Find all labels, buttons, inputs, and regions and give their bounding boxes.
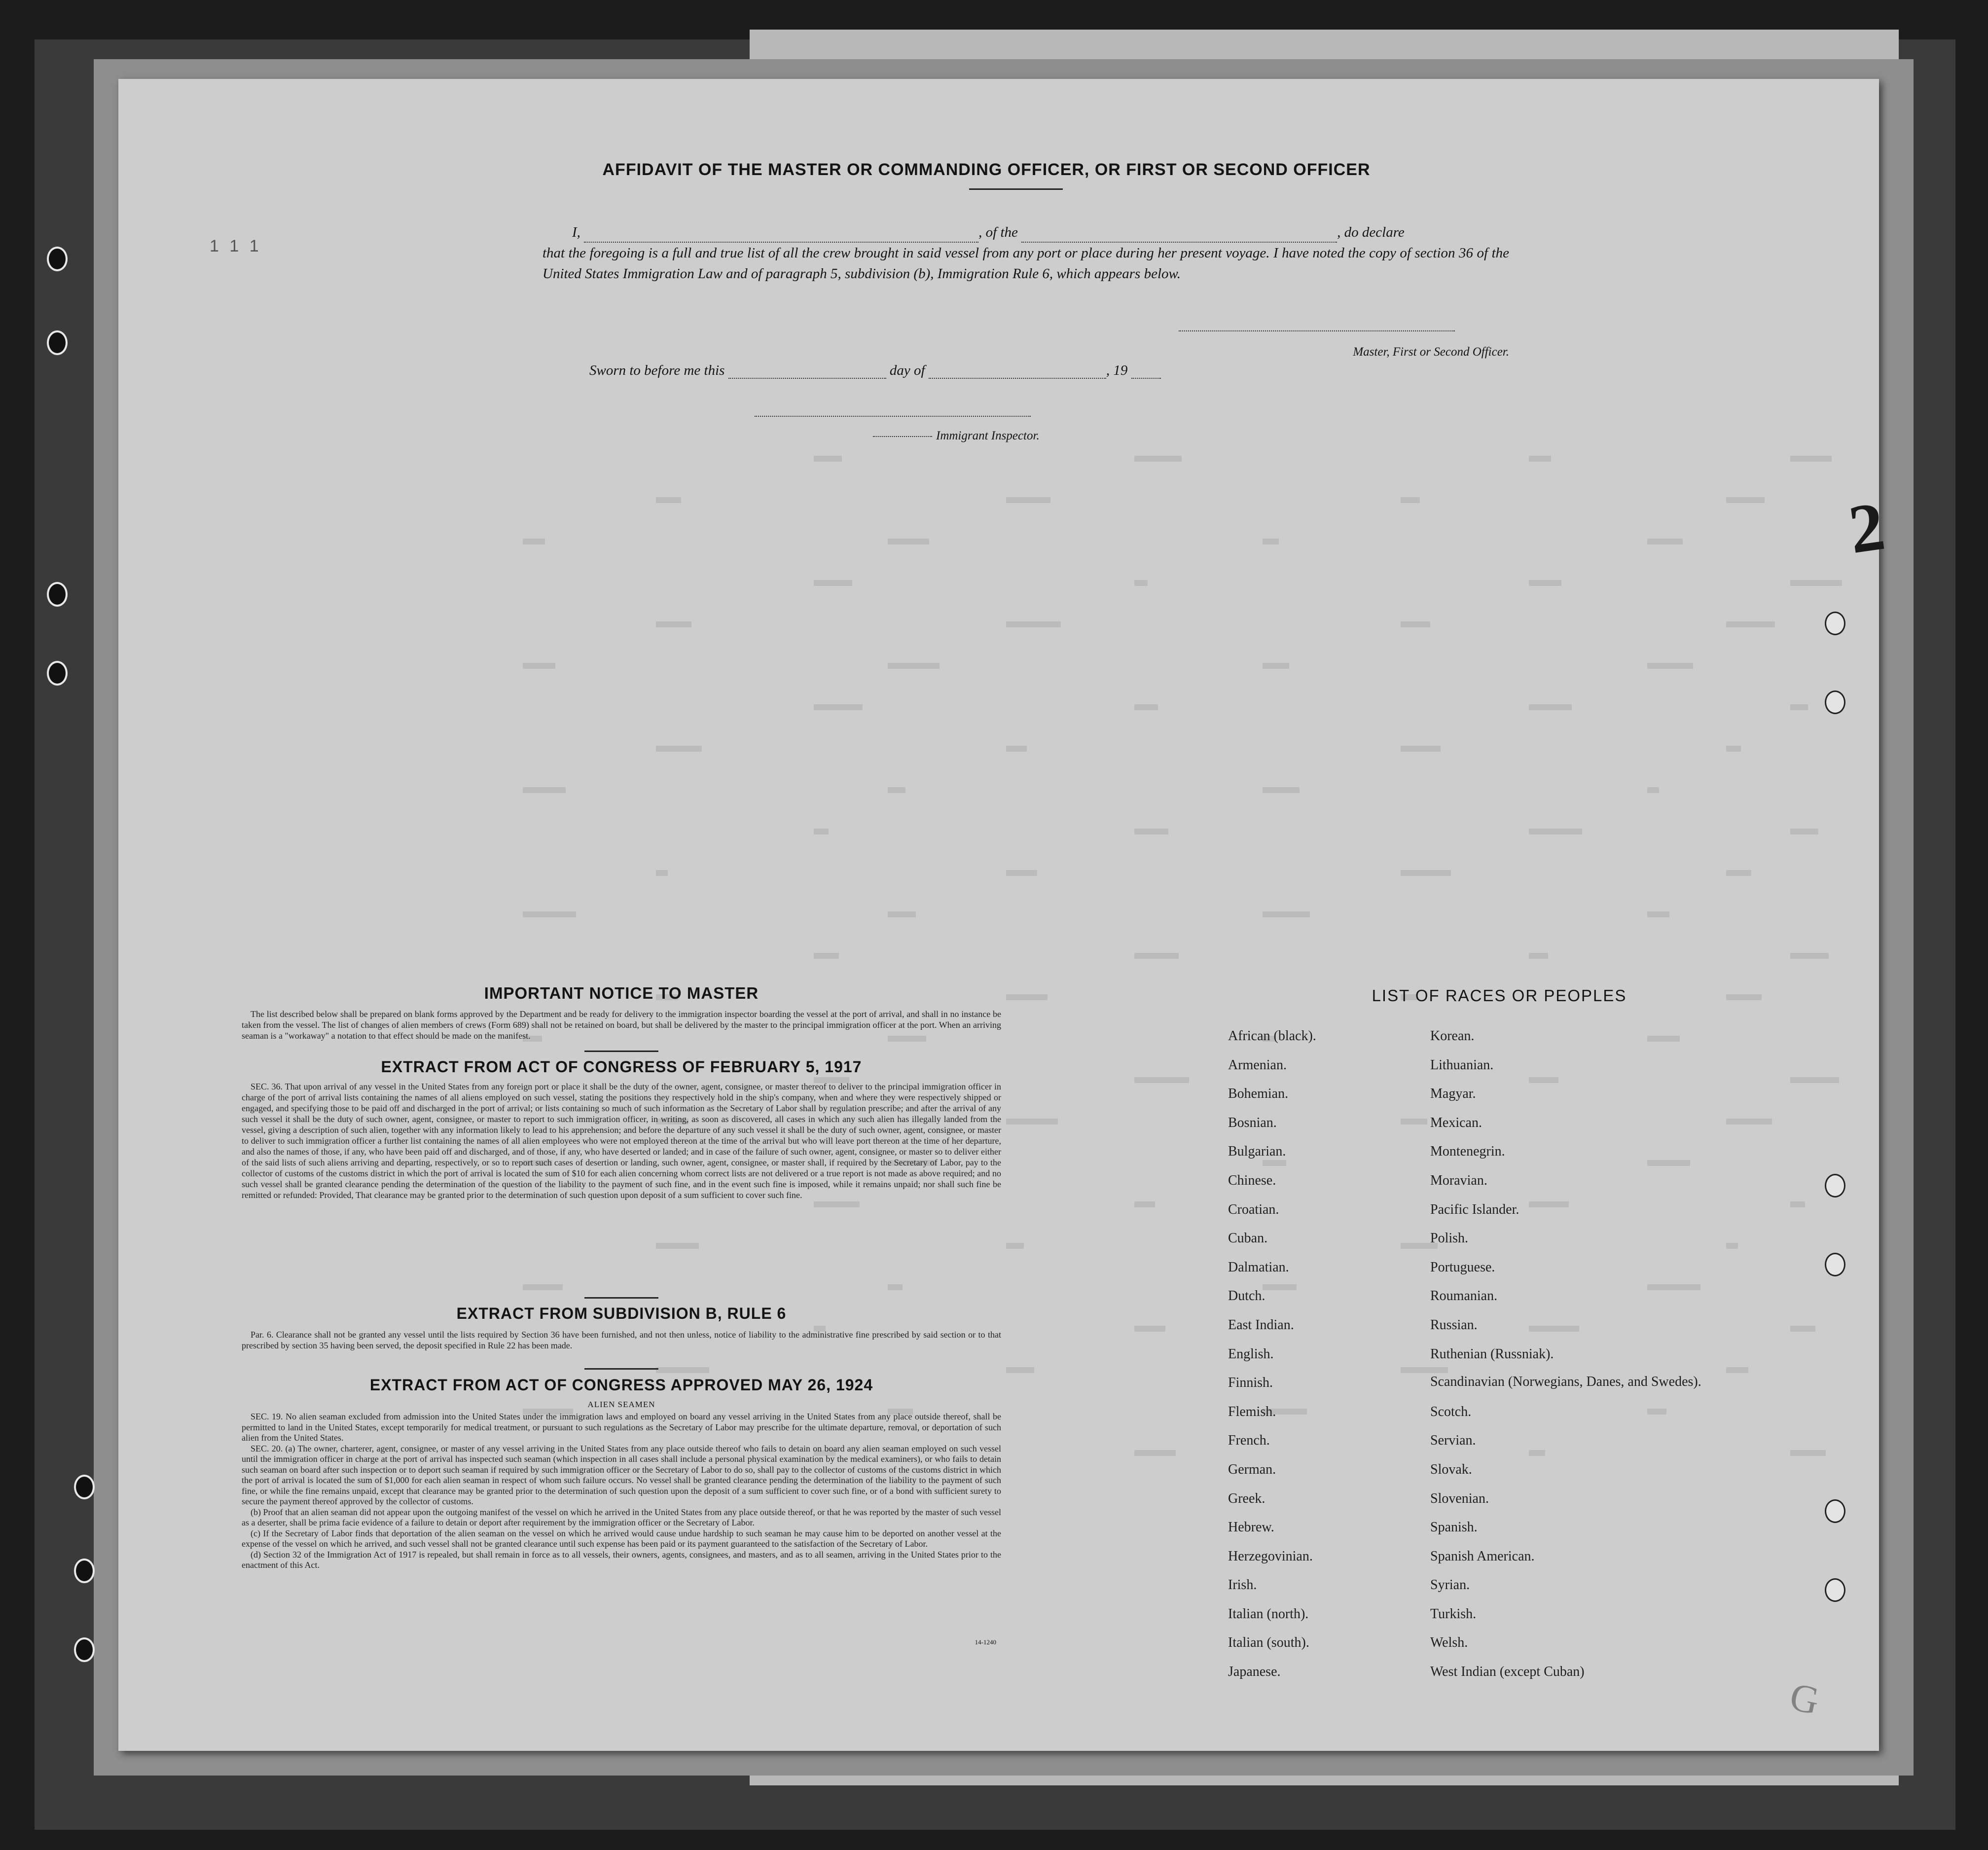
bleed-mark xyxy=(1529,704,1572,710)
bleed-mark xyxy=(1529,953,1548,959)
bleed-mark xyxy=(1790,829,1818,834)
vessel-name-blank[interactable] xyxy=(1021,229,1337,243)
extract-rule6-title: EXTRACT FROM SUBDIVISION B, RULE 6 xyxy=(456,1305,787,1322)
bleed-mark xyxy=(1134,829,1168,834)
inspector-label-row xyxy=(873,429,1070,443)
bleed-mark xyxy=(888,787,905,793)
bleed-mark xyxy=(1529,580,1561,586)
bleed-mark xyxy=(1401,746,1441,752)
bleed-mark xyxy=(1134,704,1158,710)
race-item: Magyar. xyxy=(1430,1086,1476,1102)
race-item: Bosnian. xyxy=(1228,1115,1277,1130)
bleed-mark xyxy=(656,870,668,876)
inspector-signature-line[interactable] xyxy=(755,416,1031,417)
form-sheet xyxy=(118,79,1889,1751)
bleed-mark xyxy=(1529,829,1582,834)
bleed-mark xyxy=(1647,787,1659,793)
race-item: African (black). xyxy=(1228,1028,1316,1044)
bleed-mark xyxy=(1263,663,1289,669)
binder-hole xyxy=(1825,1499,1845,1523)
label-of-the: , of the xyxy=(978,224,1018,240)
bleed-mark xyxy=(656,1243,699,1249)
bleed-mark xyxy=(814,580,852,586)
race-item: Scotch. xyxy=(1430,1404,1472,1419)
race-item: Bulgarian. xyxy=(1228,1144,1286,1160)
race-item: Japanese. xyxy=(1228,1664,1281,1680)
race-item: English. xyxy=(1228,1346,1274,1362)
binder-hole xyxy=(74,1637,95,1662)
bleed-mark xyxy=(1006,621,1061,627)
bleed-mark xyxy=(1006,1119,1058,1125)
bleed-mark xyxy=(1263,539,1279,544)
section-rule xyxy=(584,1368,658,1370)
bleed-mark xyxy=(1401,621,1430,627)
bleed-mark xyxy=(1790,704,1808,710)
race-item: Scandinavian (Norwegians, Danes, and Swedes). xyxy=(1430,1374,1701,1390)
handwritten-sheet-number: 2 xyxy=(1844,487,1889,569)
race-item: Greek. xyxy=(1228,1490,1265,1506)
binder-hole xyxy=(1825,690,1845,714)
race-item: Dutch. xyxy=(1228,1288,1265,1304)
bleed-mark xyxy=(656,1367,709,1373)
master-signature-label: Master, First or Second Officer. xyxy=(1353,345,1509,359)
bleed-mark xyxy=(656,497,681,503)
sec20c-text: (c) If the Secretary of Labor finds that deportation of the alien seaman on the vessel on which he arrived would cause undue hardship to such seaman he may cause him to be deported on another vessel at the expense of the vessel on which he arrived, and such vessel shall not be granted clearance until such expense has been paid or its payment guaranteed to the satisfaction of the Secretary of Labor. xyxy=(242,1528,1001,1549)
sworn-month-blank[interactable] xyxy=(929,365,1106,379)
binder-hole xyxy=(1825,1174,1845,1197)
bleed-mark xyxy=(523,911,576,917)
bleed-mark xyxy=(1401,870,1451,876)
bleed-mark xyxy=(523,1284,563,1290)
extract-rule6-body xyxy=(242,1329,1001,1351)
bleed-mark xyxy=(1134,953,1179,959)
race-item: Portuguese. xyxy=(1430,1259,1495,1275)
races-title: LIST OF RACES OR PEOPLES xyxy=(1372,986,1627,1005)
notice-body xyxy=(242,1009,1001,1041)
bleed-mark xyxy=(888,663,940,669)
race-item: Pacific Islander. xyxy=(1430,1201,1519,1217)
binder-hole xyxy=(47,247,68,271)
race-item: Mexican. xyxy=(1430,1115,1482,1130)
bleed-mark xyxy=(1726,621,1775,627)
bleed-mark xyxy=(523,539,545,544)
race-item: Slovenian. xyxy=(1430,1490,1489,1506)
race-item: Italian (south). xyxy=(1228,1635,1309,1651)
race-item: Spanish. xyxy=(1430,1520,1478,1535)
race-item: Syrian. xyxy=(1430,1577,1470,1593)
sec19-text: SEC. 19. No alien seaman excluded from admission into the United States under the immigration laws and employed on board any vessel arriving in the United States from any place outside thereof, shall be permitted to land in the United States, except temporarily for medical treatment, or pursuant to such regulations as the Secretary of Labor may prescribe for the ultimate departure, removal, or deportation of such alien from the United States. xyxy=(242,1412,1001,1443)
master-signature-line[interactable] xyxy=(1179,330,1455,331)
sec36-text: SEC. 36. That upon arrival of any vessel in the United States from any foreign port or place it shall be the duty of the owner, agent, consignee, or master thereof to deliver to the principal immigration officer in charge of the port of arrival lists containing the names of all aliens employed on such vessel, stating the positions they respectively hold in the ship's company, when and where they were respectively shipped or engaged, and specifying those to be paid off and discharged in the port of arrival; or lists containing so much of such information as the Secretary of Labor shall by regulation prescribe; and after the arrival of any such vessel it shall be the duty of such owner, agent, consignee, or master to report to such immigration officer, in writing, as soon as discovered, all cases in which any such alien has illegally landed from the vessel, giving a description of such alien, together with any information likely to lead to his apprehension; and before the departure of any such vessel it shall be the duty of such owner, agent, consignee, or master to deliver to such immigration officer a further list containing the names of all alien employees who were not employed thereon at the time of the arrival but who will leave port thereon at the time of her departure, and also the names of those, if any, who have been paid off and discharged, and of those, if any, who have deserted or landed; and in case of the failure of such owner, agent, consignee, or master so to deliver either of the said lists of such aliens arriving and departing, respectively, or so to report such cases of desertion or landing, such owner, agent, consignee, or master shall, if required by the Secretary of Labor, pay to the collector of customs of the customs district in which the port of arrival is located the sum of $10 for each alien concerning whom correct lists are not delivered or a true report is not made as above required; and no such vessel shall be granted clearance pending the determination of the question of the liability to the payment of such fine, and in the event such fine is imposed, while it remains unpaid; nor shall such fine be remitted or refunded: Provided, That clearance may be granted prior to the determination of such question upon deposit of a sum sufficient to cover such fine. xyxy=(242,1082,1001,1200)
race-item: West Indian (except Cuban) xyxy=(1430,1664,1585,1680)
binder-hole xyxy=(74,1559,95,1583)
bleed-mark xyxy=(814,704,863,710)
label-i: I, xyxy=(572,224,580,240)
sec20b-text: (b) Proof that an alien seaman did not appear upon the outgoing manifest of the vessel on which he arrived in the United States from any place outside thereof, or that he was reported by the master of such vessel as a deserter, shall be prima facie evidence of a failure to detain or deport after requirement by the immigration officer or the Secretary of Labor. xyxy=(242,1507,1001,1527)
bleed-mark xyxy=(1263,911,1310,917)
label-sworn: Sworn to before me this xyxy=(589,363,725,378)
notice-text: The list described below shall be prepared on blank forms approved by the Department and be ready for delivery to the immigration inspector boarding the vessel at the port of arrival, and shall in no instance be taken from the vessel. The list of changes of alien members of crews (Form 689) shall not be retained on board, but shall be delivered by the master to the principal immigration officer at the port. When an arriving seaman is a "workaway" a notation to that effect should be made on the manifest. xyxy=(242,1009,1001,1041)
notice-title: IMPORTANT NOTICE TO MASTER xyxy=(484,984,759,1002)
bleed-mark xyxy=(888,1284,903,1290)
label-year: , 19 xyxy=(1106,363,1128,378)
binder-hole xyxy=(74,1475,95,1499)
bleed-mark xyxy=(1134,1450,1176,1456)
binder-hole xyxy=(47,582,68,607)
binder-hole xyxy=(47,661,68,686)
race-item: East Indian. xyxy=(1228,1317,1294,1333)
extract-1917-body xyxy=(242,1081,1001,1200)
bleed-mark xyxy=(1647,539,1683,544)
bleed-mark xyxy=(523,663,555,669)
bleed-mark xyxy=(814,1201,860,1207)
race-item: Montenegrin. xyxy=(1430,1144,1505,1160)
extract-1924-body xyxy=(242,1412,1001,1571)
affidavit-title: AFFIDAVIT OF THE MASTER OR COMMANDING OFFICER, OR FIRST OR SECOND OFFICER xyxy=(602,160,1371,179)
bleed-mark xyxy=(1790,580,1842,586)
bleed-mark xyxy=(814,456,842,462)
inspector-label: Immigrant Inspector. xyxy=(936,429,1040,442)
race-item: Hebrew. xyxy=(1228,1520,1274,1535)
bleed-mark xyxy=(1790,456,1832,462)
extract-1917-title: EXTRACT FROM ACT OF CONGRESS OF FEBRUARY 5, 1917 xyxy=(381,1058,862,1076)
race-item: French. xyxy=(1228,1433,1270,1449)
bleed-mark xyxy=(1529,456,1551,462)
race-item: Moravian. xyxy=(1430,1172,1487,1188)
bleed-mark xyxy=(1726,746,1741,752)
bleed-mark xyxy=(1134,456,1182,462)
section-rule xyxy=(584,1297,658,1299)
binder-hole xyxy=(1825,612,1845,635)
pencil-mark: G xyxy=(1786,1674,1823,1724)
race-item: Bohemian. xyxy=(1228,1086,1289,1102)
bleed-mark xyxy=(814,829,829,834)
bleed-mark xyxy=(888,539,929,544)
race-item: Italian (north). xyxy=(1228,1606,1309,1622)
bleed-mark xyxy=(1134,1077,1189,1083)
bleed-mark xyxy=(1134,580,1148,586)
bleed-mark xyxy=(1263,787,1300,793)
bleed-mark xyxy=(1401,497,1420,503)
bleed-mark xyxy=(1006,1367,1034,1373)
race-item: Armenian. xyxy=(1228,1057,1287,1073)
bleed-mark xyxy=(656,621,691,627)
race-item: Turkish. xyxy=(1430,1606,1477,1622)
race-item: Chinese. xyxy=(1228,1172,1276,1188)
race-item: Irish. xyxy=(1228,1577,1257,1593)
par6-text: Par. 6. Clearance shall not be granted any vessel until the lists required by Section 36 have been furnished, and not then unless, notice of liability to the administrative fine prescribed by said section or to that prescribed by section 35 having been served, the deposit specified in Rule 22 has been made. xyxy=(242,1330,1001,1350)
bleed-mark xyxy=(1647,911,1669,917)
title-rule xyxy=(969,188,1063,190)
race-item: Polish. xyxy=(1430,1231,1469,1246)
bleed-mark xyxy=(1134,1201,1155,1207)
bleed-mark xyxy=(1006,870,1037,876)
affidavit-body: that the foregoing is a full and true list of all the crew brought in said vessel from any port or place during her present voyage. I have noted the copy of section 36 of the United States Immigration Law and of paragraph 5, subdivision (b), Immigration Rule 6, which appears below. xyxy=(542,245,1509,282)
label-declare: , do declare xyxy=(1337,224,1405,240)
alien-seamen-subtitle: ALIEN SEAMEN xyxy=(587,1400,655,1409)
bleed-mark xyxy=(1726,497,1765,503)
section-rule xyxy=(584,1051,658,1052)
affidavit-declaration-line xyxy=(542,222,1509,243)
sworn-day-blank[interactable] xyxy=(728,365,886,379)
races-right-column xyxy=(1430,1028,1706,1693)
bleed-mark xyxy=(1006,1243,1024,1249)
race-item: Lithuanian. xyxy=(1430,1057,1494,1073)
race-item: Russian. xyxy=(1430,1317,1478,1333)
bleed-mark xyxy=(1790,953,1829,959)
race-item: Servian. xyxy=(1430,1433,1476,1449)
bleed-mark xyxy=(1006,994,1048,1000)
bleed-mark xyxy=(523,787,566,793)
race-item: Cuban. xyxy=(1228,1231,1268,1246)
sec20d-text: (d) Section 32 of the Immigration Act of 1917 is repealed, but shall remain in force as to all vessels, their owners, agents, consignees, and masters, and as to all seamen, arriving in the United States prior to the enactment of this Act. xyxy=(242,1549,1001,1570)
bleed-mark xyxy=(1726,870,1751,876)
race-item: Welsh. xyxy=(1430,1635,1468,1651)
race-item: Slovak. xyxy=(1430,1461,1472,1477)
sworn-year-blank[interactable] xyxy=(1131,365,1161,379)
race-item: Croatian. xyxy=(1228,1201,1279,1217)
race-item: German. xyxy=(1228,1461,1276,1477)
label-day-of: day of xyxy=(889,363,925,378)
binder-hole xyxy=(47,330,68,355)
race-item: Finnish. xyxy=(1228,1375,1273,1391)
sworn-line xyxy=(589,363,1280,379)
race-item: Dalmatian. xyxy=(1228,1259,1289,1275)
extract-1924-title: EXTRACT FROM ACT OF CONGRESS APPROVED MAY 26, 1924 xyxy=(369,1376,873,1394)
sec20a-text: SEC. 20. (a) The owner, charterer, agent, consignee, or master of any vessel arriving in the United States from any place outside thereof who fails to detain on board any alien seaman employed on such vessel until the immigration officer in charge at the port of arrival has inspected such seaman (which inspection in all cases shall include a personal physical examination by the medical examiners), or who fails to detain such seaman on board after such inspection or to deport such seaman if required by such immigration officer or the Secretary of Labor to do so, shall pay to the collector of customs of the customs district in which the port of arrival is located the sum of $1,000 for each alien seaman in respect of whom such failure occurs. No vessel shall be granted clearance pending the determination of the liability to the payment of such fine, or while the fine remains unpaid, except that clearance may be granted prior to the determination of such question upon the deposit of a sum sufficient to cover such fine, or of a bond with sufficient surety to secure the payment thereof approved by the collector of customs. xyxy=(242,1443,1001,1506)
bleed-mark xyxy=(888,911,916,917)
bleed-mark xyxy=(1006,497,1050,503)
race-item: Spanish American. xyxy=(1430,1548,1535,1564)
race-item: Roumanian. xyxy=(1430,1288,1498,1304)
stamp-mark: 1 1 1 xyxy=(210,237,262,255)
race-item: Korean. xyxy=(1430,1028,1475,1044)
race-item: Herzegovinian. xyxy=(1228,1548,1313,1564)
binder-hole xyxy=(1825,1253,1845,1276)
race-item: Ruthenian (Russniak). xyxy=(1430,1346,1554,1362)
race-item: Flemish. xyxy=(1228,1404,1276,1419)
bleed-mark xyxy=(1647,663,1693,669)
form-number: 14-1240 xyxy=(975,1638,996,1646)
master-name-blank[interactable] xyxy=(584,229,978,243)
races-list xyxy=(1228,1028,1820,1768)
binder-hole xyxy=(1825,1578,1845,1602)
bleed-mark xyxy=(814,953,839,959)
bleed-mark xyxy=(656,746,702,752)
bleed-mark xyxy=(1006,746,1027,752)
bleed-mark xyxy=(1134,1326,1165,1332)
